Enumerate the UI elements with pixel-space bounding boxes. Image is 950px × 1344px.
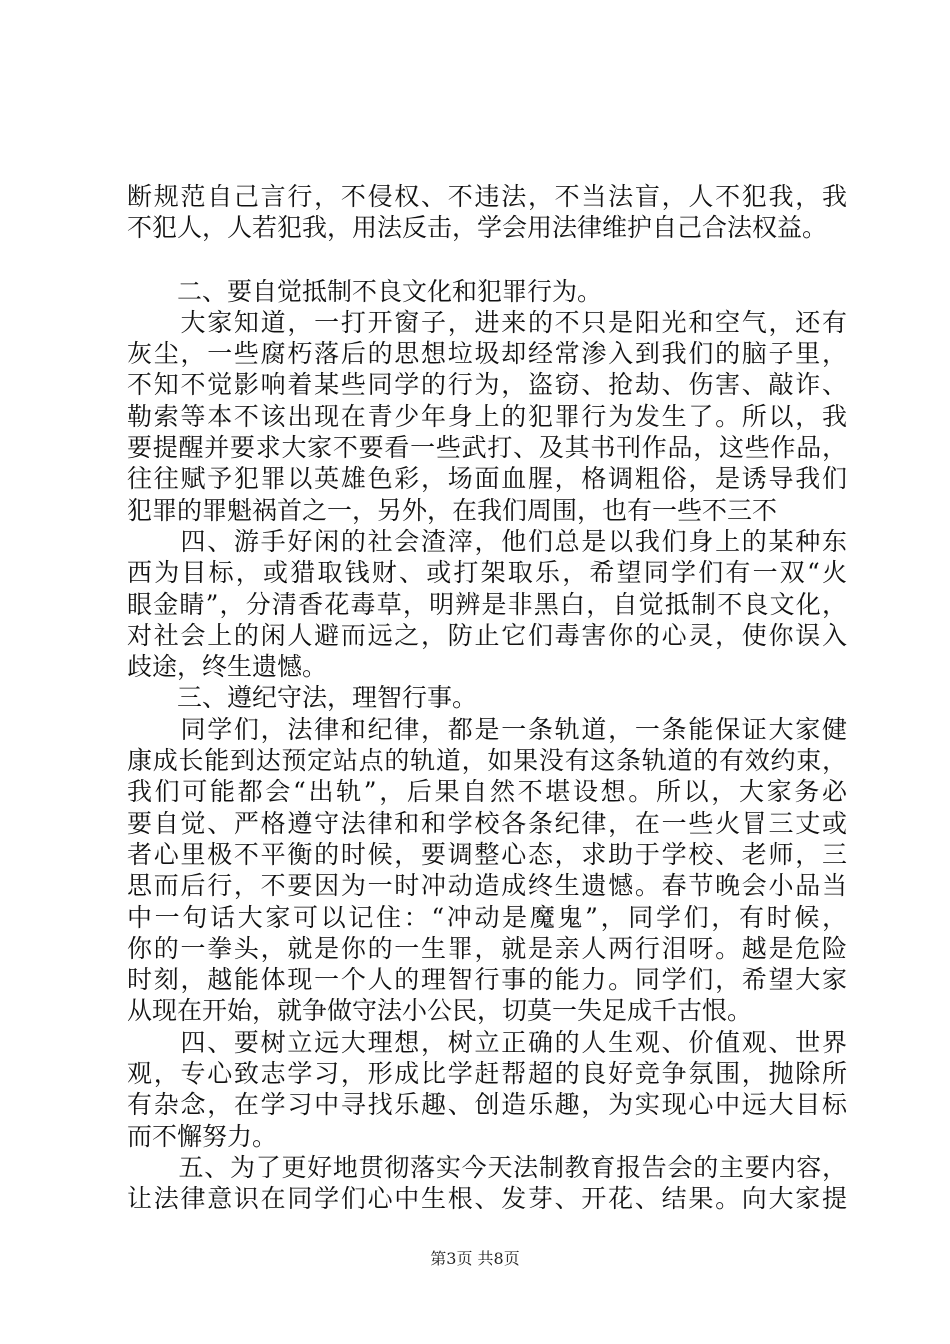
text-line: 不犯人，人若犯我，用法反击，学会用法律维护自己合法权益。 [127, 213, 828, 243]
text-line: 二、要自觉抵制不良文化和犯罪行为。 [127, 276, 603, 306]
text-line: 而不懈努力。 [127, 1121, 278, 1151]
text-line: 四、游手好闲的社会渣滓，他们总是以我们身上的某种东 [127, 526, 847, 556]
text-line: 勒索等本不该出现在青少年身上的犯罪行为发生了。所以，我 [127, 401, 847, 431]
text-line: 你的一拳头，就是你的一生罪，就是亲人两行泪呀。越是危险 [127, 933, 847, 963]
text-line: 康成长能到达预定站点的轨道，如果没有这条轨道的有效约束， [127, 746, 847, 776]
paragraph-gap [127, 244, 847, 276]
text-line: 四、要树立远大理想，树立正确的人生观、价值观、世界 [127, 1027, 847, 1057]
text-line: 思而后行，不要因为一时冲动造成终生遗憾。春节晚会小品当 [127, 871, 847, 901]
text-line: 犯罪的罪魁祸首之一，另外，在我们周围，也有一些不三不 [127, 495, 778, 525]
text-line: 要自觉、严格遵守法律和和学校各条纪律，在一些火冒三丈或 [127, 808, 847, 838]
text-line: 往往赋予犯罪以英雄色彩，场面血腥，格调粗俗，是诱导我们 [127, 464, 847, 494]
page-footer: 第3页 共8页 [430, 1249, 520, 1268]
text-line: 五、为了更好地贯彻落实今天法制教育报告会的主要内容， [127, 1152, 847, 1182]
text-line: 时刻，越能体现一个人的理智行事的能力。同学们，希望大家 [127, 965, 847, 995]
text-line: 眼金睛”，分清香花毒草，明辨是非黑白，自觉抵制不良文化， [127, 589, 847, 619]
text-line: 大家知道，一打开窗子，进来的不只是阳光和空气，还有 [127, 307, 847, 337]
text-line: 歧途，终生遗憾。 [127, 652, 328, 682]
text-line: 让法律意识在同学们心中生根、发芽、开花、结果。向大家提 [127, 1184, 847, 1214]
text-line: 有杂念，在学习中寻找乐趣、创造乐趣，为实现心中远大目标 [127, 1090, 847, 1120]
text-line: 从现在开始，就争做守法小公民，切莫一失足成千古恨。 [127, 996, 753, 1026]
text-line: 要提醒并要求大家不要看一些武打、及其书刊作品，这些作品， [127, 433, 847, 463]
text-line: 不知不觉影响着某些同学的行为，盗窃、抢劫、伤害、敲诈、 [127, 370, 847, 400]
text-line: 观，专心致志学习，形成比学赶帮超的良好竞争氛围，抛除所 [127, 1059, 847, 1089]
text-line: 中一句话大家可以记住：“冲动是魔鬼”，同学们，有时候， [127, 902, 847, 932]
text-line: 断规范自己言行，不侵权、不违法，不当法盲，人不犯我，我 [127, 182, 847, 211]
document-body [127, 181, 847, 1215]
text-line: 三、遵纪守法，理智行事。 [127, 683, 478, 713]
text-line: 我们可能都会“出轨”，后果自然不堪设想。所以，大家务必 [127, 777, 847, 807]
text-line: 者心里极不平衡的时候，要调整心态，求助于学校、老师，三 [127, 839, 847, 869]
text-line: 对社会上的闲人避而远之，防止它们毒害你的心灵，使你误入 [127, 620, 847, 650]
text-line: 同学们，法律和纪律，都是一条轨道，一条能保证大家健 [127, 714, 847, 744]
text-line: 西为目标，或猎取钱财、或打架取乐，希望同学们有一双“火 [127, 558, 847, 588]
text-line: 灰尘，一些腐朽落后的思想垃圾却经常渗入到我们的脑子里， [127, 339, 847, 369]
